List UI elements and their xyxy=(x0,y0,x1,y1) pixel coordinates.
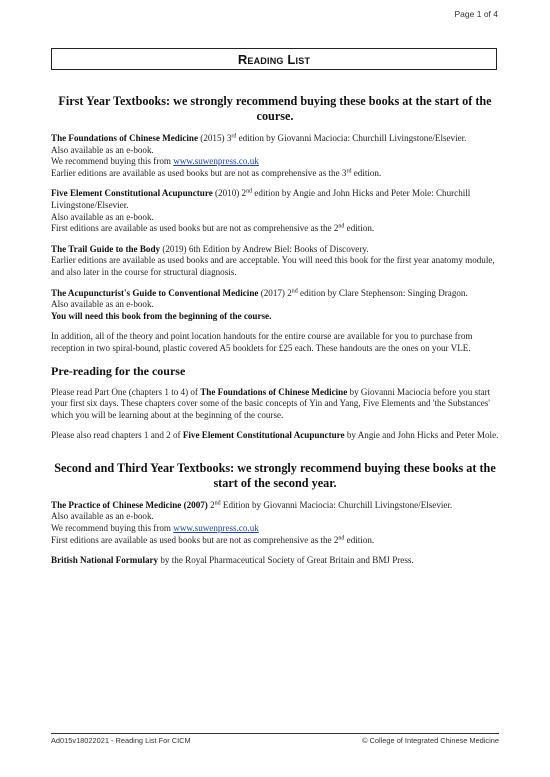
book-entry-bnf: British National Formulary by the Royal Pharmaceutical Society of Great Britain and BMJ Press. xyxy=(51,555,414,566)
footer xyxy=(51,736,499,745)
suwenpress-link[interactable]: www.suwenpress.co.uk xyxy=(173,523,259,534)
book-entry-trail-guide: The Trail Guide to the Body (2019) 6th Edition by Andrew Biel: Books of Discovery. Earlier editions are available as used books and are acceptable. You will need this book for the first year anatomy module, and also later in the course for structural diagnosis. xyxy=(51,243,495,277)
page-number: Page 1 of 4 xyxy=(454,9,498,19)
book-entry-acupuncturists-guide: The Acupuncturist's Guide to Conventional Medicine (2017) 2nd edition by Clare Stephenson: Singing Dragon. Also available as an e-book. You will need this book from the beginning of the course. xyxy=(51,287,468,321)
section1-heading: First Year Textbooks: we strongly recommend buying these books at the start of the course. xyxy=(58,94,492,123)
book-title: The Acupuncturist's Guide to Conventional Medicine xyxy=(51,287,259,298)
footer-doc-ref: Ad015v18022021 - Reading List For CICM xyxy=(51,736,191,745)
document-body xyxy=(51,94,499,576)
book-entry-five-element: Five Element Constitutional Acupuncture (2010) 2nd edition by Angie and John Hicks and Peter Mole: Churchill Livingstone/Elsevier. Also available as an e-book. First editions are available as used books but are not as comprehensive as the 2nd edition. xyxy=(51,188,471,234)
handouts-paragraph: In addition, all of the theory and point location handouts for the entire course are available for you to purchase from reception in two spiral-bound, plastic covered A5 booklets for £25 each. These handouts are the ones on your VLE. xyxy=(51,331,473,353)
book-entry-foundations: The Foundations of Chinese Medicine (2015) 3rd edition by Giovanni Maciocia: Churchill Livingstone/Elsevier. Also available as an e-book. We recommend buying this from www.suwenpress.co.uk Earlier editions are available as used books but are not as comprehensive as the 3rd edition. xyxy=(51,133,467,178)
note-bold: You will need this book from the beginning of the course. xyxy=(51,310,272,321)
prereading-paragraph-1: Please read Part One (chapters 1 to 4) of The Foundations of Chinese Medicine by Giovanni Maciocia before you start your first six days. These chapters cover some of the basic concepts of Yin and Yang, Five Elements and 'the Substances' which you will be learning about at the beginning of the course. xyxy=(51,386,491,420)
book-title: The Foundations of Chinese Medicine xyxy=(51,133,199,143)
prereading-heading: Pre-reading for the course xyxy=(51,363,186,378)
footer-copyright: © College of Integrated Chinese Medicine xyxy=(362,736,499,745)
spacer xyxy=(51,451,499,461)
suwenpress-link[interactable]: www.suwenpress.co.uk xyxy=(173,156,259,167)
footer-divider xyxy=(51,733,499,734)
title-box xyxy=(51,48,497,70)
book-entry-practice: The Practice of Chinese Medicine (2007) 2nd Edition by Giovanni Maciocia: Churchill Livingstone/Elsevier. Also available as an e-book. We recommend buying this from www.suwenpress.co.uk First editions are available as used books but are not as comprehensive as the 2nd edition. xyxy=(51,499,453,545)
book-title: British National Formulary xyxy=(51,555,159,566)
book-title: The Practice of Chinese Medicine (2007) xyxy=(51,499,208,510)
book-title: Five Element Constitutional Acupuncture xyxy=(51,188,213,199)
section2-heading: Second and Third Year Textbooks: we strongly recommend buying these books at the start of the second year. xyxy=(54,460,496,490)
book-title: The Trail Guide to the Body xyxy=(51,243,161,254)
prereading-paragraph-2: Please also read chapters 1 and 2 of Five Element Constitutional Acupuncture by Angie and John Hicks and Peter Mole. xyxy=(51,430,499,441)
page-title: Reading List xyxy=(237,51,311,67)
